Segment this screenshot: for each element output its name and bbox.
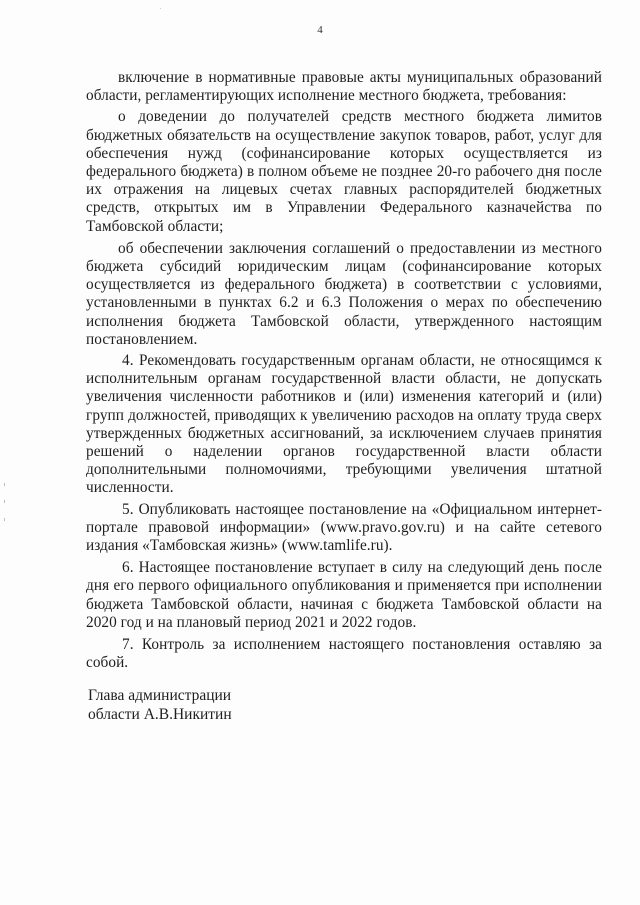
paragraph-item-4: 4. Рекомендовать государственным органам области, не относящимся к исполнительным органам государственной власти области, не допускать увеличения численности работников и (или) изменения категорий и (или) групп должностей, приводящих к увеличению расходов на оплату труда сверх утвержденных бюджетных ассигнований, за исключением случаев принятия решений о наделении органов государственной власти области дополнительными полномочиями, требующими увеличения штатной численности. bbox=[86, 352, 602, 497]
paragraph-item-7: 7. Контроль за исполнением настоящего постановления оставляю за собой. bbox=[86, 636, 602, 672]
document-body bbox=[86, 69, 602, 673]
signature-block bbox=[88, 687, 232, 724]
scan-margin-mark bbox=[4, 518, 5, 521]
signature-title: Глава администрации bbox=[88, 687, 232, 704]
scan-speck bbox=[160, 8, 161, 9]
scan-margin-mark bbox=[4, 500, 5, 503]
scan-margin-mark bbox=[4, 483, 5, 486]
paragraph-agreements: об обеспечении заключения соглашений о предоставлении из местного бюджета субсидий юридическим лицам (софинансирование которых осуществляется из федерального бюджета) в соответствии с условиями, установленными в пунктах 6.2 и 6.3 Положения о мерах по обеспечению исполнения бюджета Тамбовской области, утвержденного настоящим постановлением. bbox=[86, 239, 602, 348]
signature-name: области А.В.Никитин bbox=[88, 705, 232, 723]
paragraph-limits: о доведении до получателей средств местного бюджета лимитов бюджетных обязательств на осуществление закупок товаров, работ, услуг для обеспечения нужд (софинансирование которых осуществляется из федерального бюджета) в полном объеме не позднее 20-го рабочего дня после их отражения на лицевых счетах главных распорядителей бюджетных средств, открытых им в Управлении Федерального казначейства по Тамбовской области; bbox=[86, 108, 602, 235]
paragraph-item-6: 6. Настоящее постановление вступает в силу на следующий день после дня его первого официального опубликования и применяется при исполнении бюджета Тамбовской области, начиная с бюджета Тамбовской области на 2020 год и на плановый период 2021 и 2022 годов. bbox=[86, 559, 602, 631]
paragraph-item-5: 5. Опубликовать настоящее постановление на «Официальном интернет-портале правовой информации» (www.pravo.gov.ru) и на сайте сетевого издания «Тамбовская жизнь» (www.tamlife.ru). bbox=[86, 500, 602, 555]
page-number: 4 bbox=[317, 24, 323, 36]
paragraph-intro: включение в нормативные правовые акты муниципальных образований области, регламентирующих исполнение местного бюджета, требования: bbox=[86, 69, 602, 105]
